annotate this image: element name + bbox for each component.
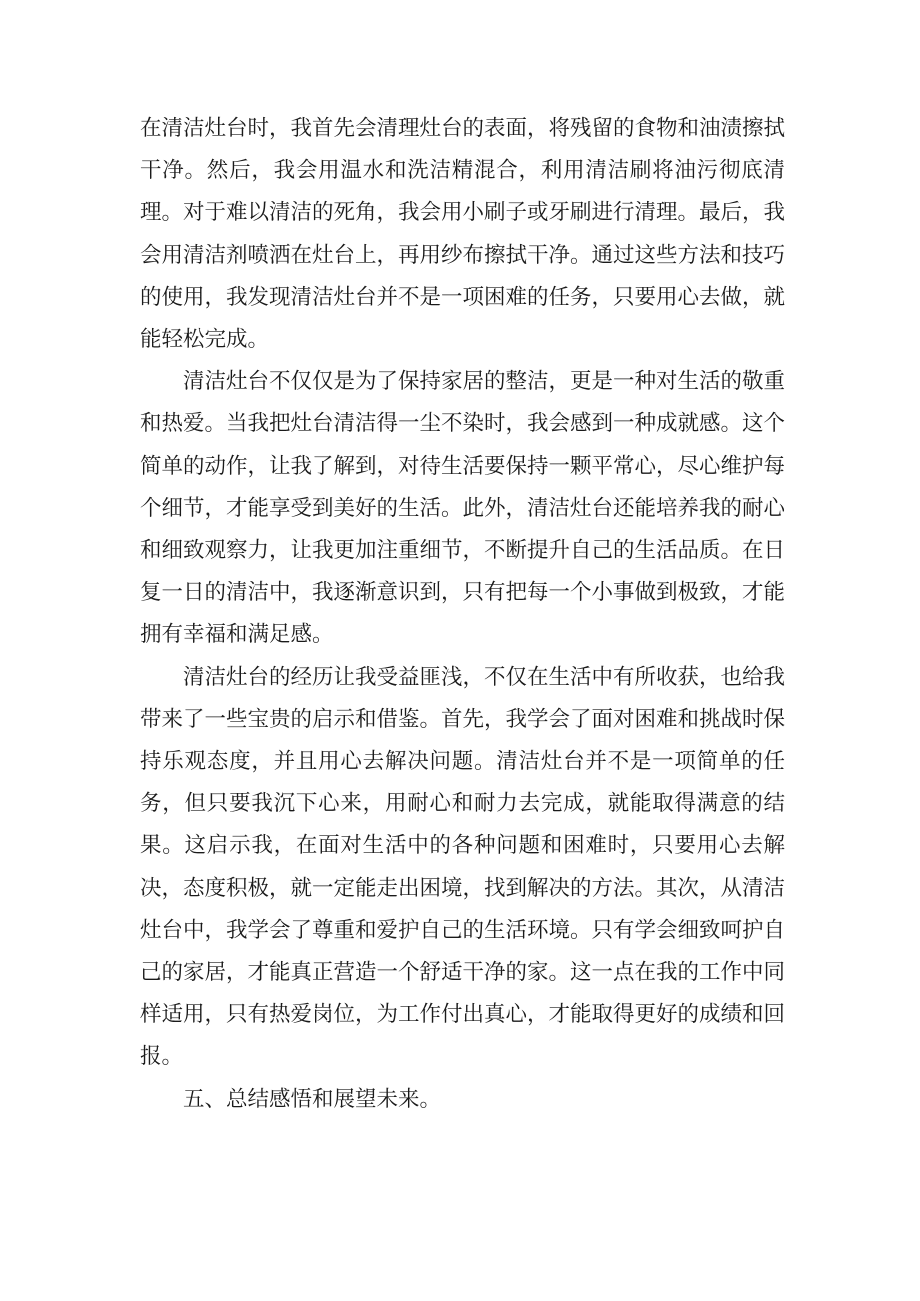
section-heading: 五、总结感悟和展望未来。 bbox=[183, 1086, 442, 1112]
paragraph-cleaning-methods: 在清洁灶台时，我首先会清理灶台的表面，将残留的食物和油渍擦拭干净。然后，我会用温水和洗洁精混合，利用清洁刷将油污彻底清理。对于难以清洁的死角，我会用小刷子或牙刷进行清理。最后，我会用清洁剂喷洒在灶台上，再用纱布擦拭干净。通过这些方法和技巧的使用，我发现清洁灶台并不是一项困难的任务，只要用心去做，就能轻松完成。 bbox=[140, 116, 786, 353]
document-body bbox=[140, 108, 785, 1121]
paragraph-lessons-learned: 清洁灶台的经历让我受益匪浅，不仅在生活中有所收获，也给我带来了一些宝贵的启示和借鉴。首先，我学会了面对困难和挑战时保持乐观态度，并且用心去解决问题。清洁灶台并不是一项简单的任务，但只要我沉下心来，用耐心和耐力去完成，就能取得满意的结果。这启示我，在面对生活中的各种问题和困难时，只要用心去解决，态度积极，就一定能走出困境，找到解决的方法。其次，从清洁灶台中，我学会了尊重和爱护自己的生活环境。只有学会细致呵护自己的家居，才能真正营造一个舒适干净的家。这一点在我的工作中同样适用，只有热爱岗位，为工作付出真心，才能取得更好的成绩和回报。 bbox=[140, 664, 786, 1070]
paragraph-respect-for-life: 清洁灶台不仅仅是为了保持家居的整洁，更是一种对生活的敬重和热爱。当我把灶台清洁得一尘不染时，我会感到一种成就感。这个简单的动作，让我了解到，对待生活要保持一颗平常心，尽心维护每个细节，才能享受到美好的生活。此外，清洁灶台还能培养我的耐心和细致观察力，让我更加注重细节，不断提升自己的生活品质。在日复一日的清洁中，我逐渐意识到，只有把每一个小事做到极致，才能拥有幸福和满足感。 bbox=[140, 369, 786, 648]
